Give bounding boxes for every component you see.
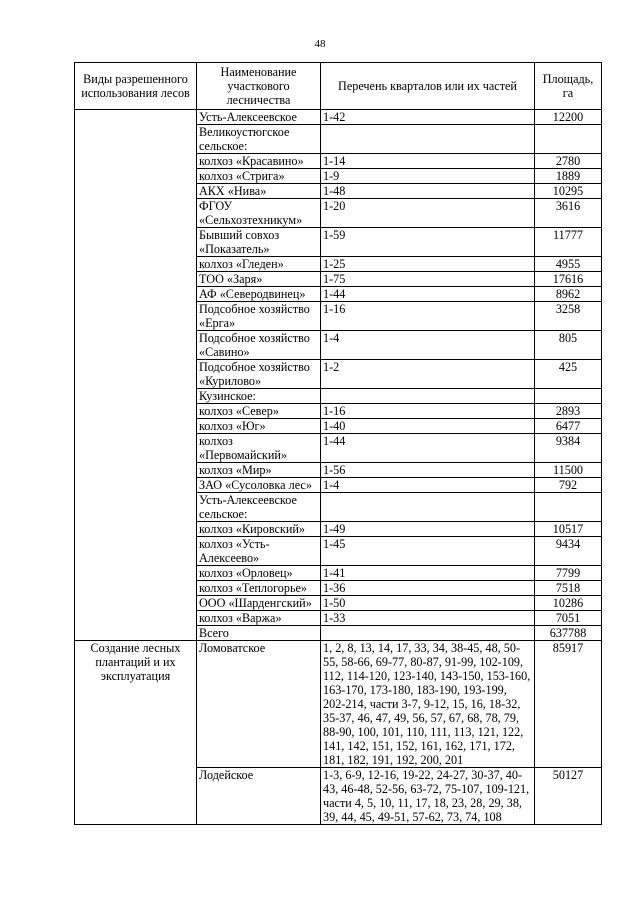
- area-cell: 11777: [535, 228, 602, 257]
- quarters-cell: 1-9: [321, 169, 535, 184]
- quarters-cell: 1-36: [321, 581, 535, 596]
- forestry-name-cell: колхоз «Кировский»: [197, 522, 321, 537]
- quarters-cell: [321, 626, 535, 641]
- quarters-cell: 1-49: [321, 522, 535, 537]
- forestry-name-cell: колхоз «Первомайский»: [197, 434, 321, 463]
- forestry-name-cell: колхоз «Стрига»: [197, 169, 321, 184]
- quarters-cell: [321, 125, 535, 154]
- area-cell: 1889: [535, 169, 602, 184]
- quarters-cell: 1-59: [321, 228, 535, 257]
- quarters-cell: 1-42: [321, 110, 535, 125]
- forestry-name-cell: Подсобное хозяйство «Ерга»: [197, 302, 321, 331]
- quarters-cell: 1-3, 6-9, 12-16, 19-22, 24-27, 30-37, 40-43, 46-48, 52-56, 63-72, 75-107, 109-121, части 4, 5, 10, 11, 17, 18, 23, 28, 29, 38, 39, 44, 45, 49-51, 57-62, 73, 74, 108: [321, 768, 535, 825]
- area-cell: 6477: [535, 419, 602, 434]
- quarters-cell: 1-56: [321, 463, 535, 478]
- forestry-name-cell: Всего: [197, 626, 321, 641]
- use-type-cell: [75, 110, 197, 641]
- header-forestry: Наименование участкового лесничества: [197, 63, 321, 110]
- area-cell: [535, 493, 602, 522]
- area-cell: 3258: [535, 302, 602, 331]
- area-cell: 3616: [535, 199, 602, 228]
- forestry-name-cell: колхоз «Юг»: [197, 419, 321, 434]
- area-cell: [535, 389, 602, 404]
- forestry-name-cell: колхоз «Варжа»: [197, 611, 321, 626]
- forestry-name-cell: колхоз «Гледен»: [197, 257, 321, 272]
- forestry-name-cell: колхоз «Орловец»: [197, 566, 321, 581]
- quarters-cell: 1-48: [321, 184, 535, 199]
- area-cell: 425: [535, 360, 602, 389]
- quarters-cell: 1-20: [321, 199, 535, 228]
- forestry-name-cell: ФГОУ «Сельхозтехникум»: [197, 199, 321, 228]
- area-cell: 11500: [535, 463, 602, 478]
- forestry-name-cell: ЗАО «Сусоловка лес»: [197, 478, 321, 493]
- use-type-cell: Создание лесных плантаций и их эксплуатация: [75, 641, 197, 825]
- forestry-name-cell: Подсобное хозяйство «Курилово»: [197, 360, 321, 389]
- quarters-cell: 1-45: [321, 537, 535, 566]
- table-row: [75, 110, 602, 125]
- header-quarters: Перечень кварталов или их частей: [321, 63, 535, 110]
- quarters-cell: 1-33: [321, 611, 535, 626]
- forestry-name-cell: колхоз «Север»: [197, 404, 321, 419]
- quarters-cell: 1-2: [321, 360, 535, 389]
- quarters-cell: 1-16: [321, 404, 535, 419]
- table-row: [75, 641, 602, 768]
- table-body: [75, 110, 602, 825]
- area-cell: 50127: [535, 768, 602, 825]
- forestry-name-cell: колхоз «Красавино»: [197, 154, 321, 169]
- forestry-name-cell: колхоз «Усть-Алексеево»: [197, 537, 321, 566]
- quarters-cell: [321, 493, 535, 522]
- forestry-name-cell: АФ «Северодвинец»: [197, 287, 321, 302]
- forestry-name-cell: Великоустюгское сельское:: [197, 125, 321, 154]
- area-cell: 8962: [535, 287, 602, 302]
- quarters-cell: 1-4: [321, 331, 535, 360]
- forestry-name-cell: колхоз «Теплогорье»: [197, 581, 321, 596]
- forestry-name-cell: Кузинское:: [197, 389, 321, 404]
- quarters-cell: 1-25: [321, 257, 535, 272]
- area-cell: 2893: [535, 404, 602, 419]
- quarters-cell: 1-41: [321, 566, 535, 581]
- forestry-name-cell: Бывший совхоз «Показатель»: [197, 228, 321, 257]
- quarters-cell: 1-4: [321, 478, 535, 493]
- forestry-name-cell: колхоз «Мир»: [197, 463, 321, 478]
- quarters-cell: 1-44: [321, 434, 535, 463]
- area-cell: 12200: [535, 110, 602, 125]
- forestry-name-cell: ООО «Шарденгский»: [197, 596, 321, 611]
- area-cell: 9434: [535, 537, 602, 566]
- area-cell: 7051: [535, 611, 602, 626]
- page-number: 48: [314, 38, 326, 50]
- forest-use-table: [74, 62, 602, 825]
- area-cell: 7518: [535, 581, 602, 596]
- area-cell: 9384: [535, 434, 602, 463]
- area-cell: [535, 125, 602, 154]
- area-cell: 792: [535, 478, 602, 493]
- quarters-cell: 1-50: [321, 596, 535, 611]
- area-cell: 10517: [535, 522, 602, 537]
- quarters-cell: 1-16: [321, 302, 535, 331]
- area-cell: 4955: [535, 257, 602, 272]
- quarters-cell: 1, 2, 8, 13, 14, 17, 33, 34, 38-45, 48, 50-55, 58-66, 69-77, 80-87, 91-99, 102-109, 112, 114-120, 123-140, 143-150, 153-160, 163-170, 173-180, 183-190, 193-199, 202-214, части 3-7, 9-12, 15, 16, 18-32, 35-37, 46, 47, 49, 56, 57, 67, 68, 78, 79, 88-90, 100, 101, 110, 111, 113, 121, 122, 141, 142, 151, 152, 161, 162, 171, 172, 181, 182, 191, 192, 200, 201: [321, 641, 535, 768]
- area-cell: 10295: [535, 184, 602, 199]
- area-cell: 805: [535, 331, 602, 360]
- forestry-name-cell: Подсобное хозяйство «Савино»: [197, 331, 321, 360]
- header-use: Виды разрешенного использования лесов: [75, 63, 197, 110]
- area-cell: 7799: [535, 566, 602, 581]
- area-cell: 2780: [535, 154, 602, 169]
- area-cell: 85917: [535, 641, 602, 768]
- quarters-cell: 1-40: [321, 419, 535, 434]
- quarters-cell: 1-44: [321, 287, 535, 302]
- forestry-name-cell: ТОО «Заря»: [197, 272, 321, 287]
- quarters-cell: 1-14: [321, 154, 535, 169]
- quarters-cell: 1-75: [321, 272, 535, 287]
- forestry-name-cell: Усть-Алексеевское: [197, 110, 321, 125]
- header-area: Площадь, га: [535, 63, 602, 110]
- quarters-cell: [321, 389, 535, 404]
- forestry-name-cell: Лодейское: [197, 768, 321, 825]
- area-cell: 17616: [535, 272, 602, 287]
- header-row: [75, 63, 602, 110]
- area-cell: 637788: [535, 626, 602, 641]
- forestry-name-cell: АКХ «Нива»: [197, 184, 321, 199]
- forestry-name-cell: Ломоватское: [197, 641, 321, 768]
- area-cell: 10286: [535, 596, 602, 611]
- forestry-name-cell: Усть-Алексеевское сельское:: [197, 493, 321, 522]
